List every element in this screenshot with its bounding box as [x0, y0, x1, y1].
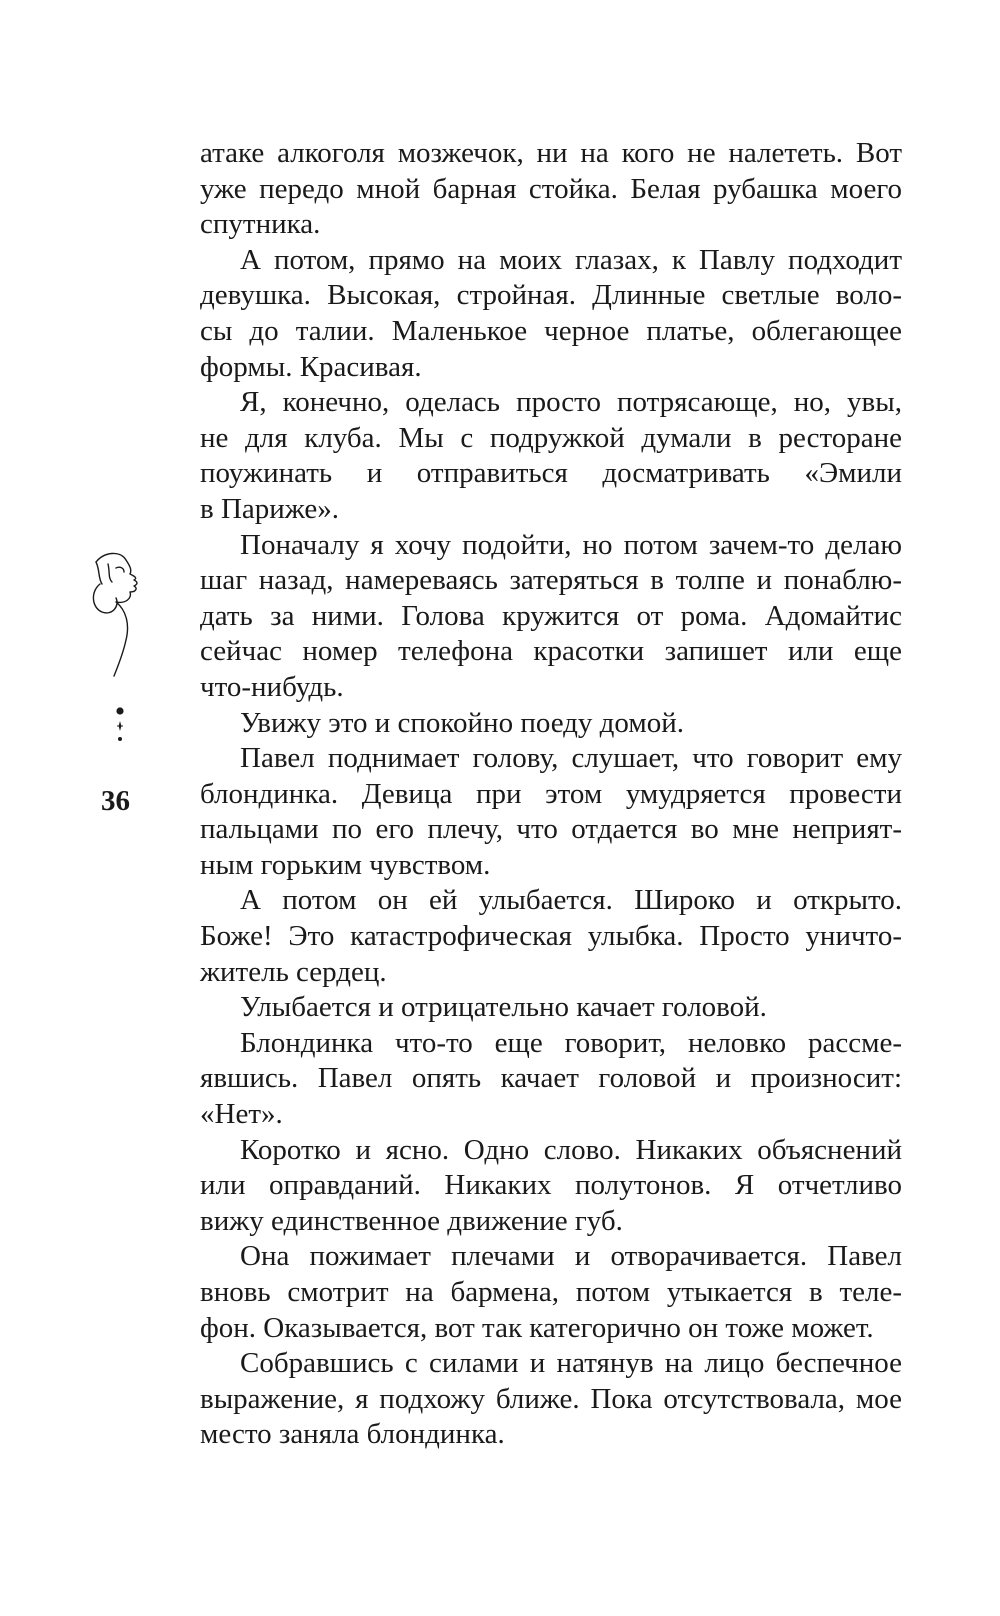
text-line: ным горьким чувством.: [200, 848, 491, 881]
paragraph: [200, 1133, 902, 1240]
text-line: блондинка. Девица при этом умудряется провести: [200, 777, 902, 810]
text-line: Поначалу я хочу подойти, но потом зачем-то делаю: [240, 528, 902, 561]
text-line: выражение, я подхожу ближе. Пока отсутствовала, мое: [200, 1382, 902, 1415]
text-line: А потом, прямо на моих глазах, к Павлу подходит: [240, 243, 902, 276]
text-line: вижу единственное движение губ.: [200, 1204, 623, 1237]
text-line: место заняла блондинка.: [200, 1418, 505, 1451]
text-line: Коротко и ясно. Одно слово. Никаких объяснений: [240, 1133, 902, 1166]
paragraph: [200, 528, 902, 706]
text-line: вновь смотрит на бармена, потом утыкается в теле-: [200, 1276, 902, 1308]
text-line: в Париже».: [200, 492, 340, 525]
text-line: или оправданий. Никаких полутонов. Я отчетливо: [200, 1169, 902, 1202]
text-line: Павел поднимает голову, слушает, что говорит ему: [240, 742, 902, 775]
text-line: сейчас номер телефона красотки запишет или еще: [200, 635, 902, 668]
paragraph: [200, 741, 902, 883]
text-line: не для клуба. Мы с подружкой думали в ресторане: [200, 421, 902, 454]
paragraph: [200, 1239, 902, 1346]
body-text: [200, 136, 902, 1453]
paragraph: [200, 136, 902, 243]
text-line: девушка. Высокая, стройная. Длинные светлые воло-: [200, 279, 902, 312]
paragraph: [200, 385, 902, 527]
text-line: что-нибудь.: [200, 670, 344, 703]
text-line: формы. Красивая.: [200, 350, 422, 383]
face-profile-ornament: [86, 548, 166, 678]
paragraph: [200, 883, 902, 990]
paragraph: [200, 990, 902, 1026]
text-line: дать за ними. Голова кружится от рома. Адомайтис: [200, 599, 902, 632]
text-line: «Нет».: [200, 1098, 283, 1131]
text-line: Она пожимает плечами и отворачивается. Павел: [240, 1240, 902, 1273]
text-line: поужинать и отправиться досматривать «Эмили: [200, 457, 902, 490]
paragraph: [200, 243, 902, 385]
text-line: сы до талии. Маленькое черное платье, облегающее: [200, 314, 902, 347]
page-number: 36: [101, 785, 130, 817]
text-line: атаке алкоголя мозжечок, ни на кого не налететь. Вот: [200, 137, 902, 169]
text-line: Собравшись с силами и натянув на лицо беспечное: [240, 1347, 902, 1380]
text-line: уже передо мной барная стойка. Белая рубашка моего: [200, 172, 902, 205]
text-line: явшись. Павел опять качает головой и произносит:: [200, 1062, 902, 1095]
dots-ornament: [112, 706, 128, 750]
text-line: житель сердец.: [200, 955, 387, 988]
text-line: спутника.: [200, 208, 321, 241]
text-line: Улыбается и отрицательно качает головой.: [240, 991, 767, 1024]
text-line: пальцами по его плечу, что отдается во мне неприят-: [200, 813, 902, 846]
paragraph: [200, 706, 902, 742]
text-line: Блондинка что-то еще говорит, неловко рассме-: [240, 1026, 902, 1059]
text-line: Боже! Это катастрофическая улыбка. Просто уничто-: [200, 920, 902, 953]
text-line: Я, конечно, оделась просто потрясающе, но, увы,: [240, 386, 902, 419]
text-line: фон. Оказывается, вот так категорично он тоже может.: [200, 1311, 874, 1344]
text-line: Увижу это и спокойно поеду домой.: [240, 706, 685, 739]
paragraph: [200, 1026, 902, 1133]
text-line: шаг назад, намереваясь затеряться в толпе и понаблю-: [200, 564, 902, 597]
text-line: А потом он ей улыбается. Широко и открыто.: [240, 884, 902, 917]
paragraph: [200, 1346, 902, 1453]
